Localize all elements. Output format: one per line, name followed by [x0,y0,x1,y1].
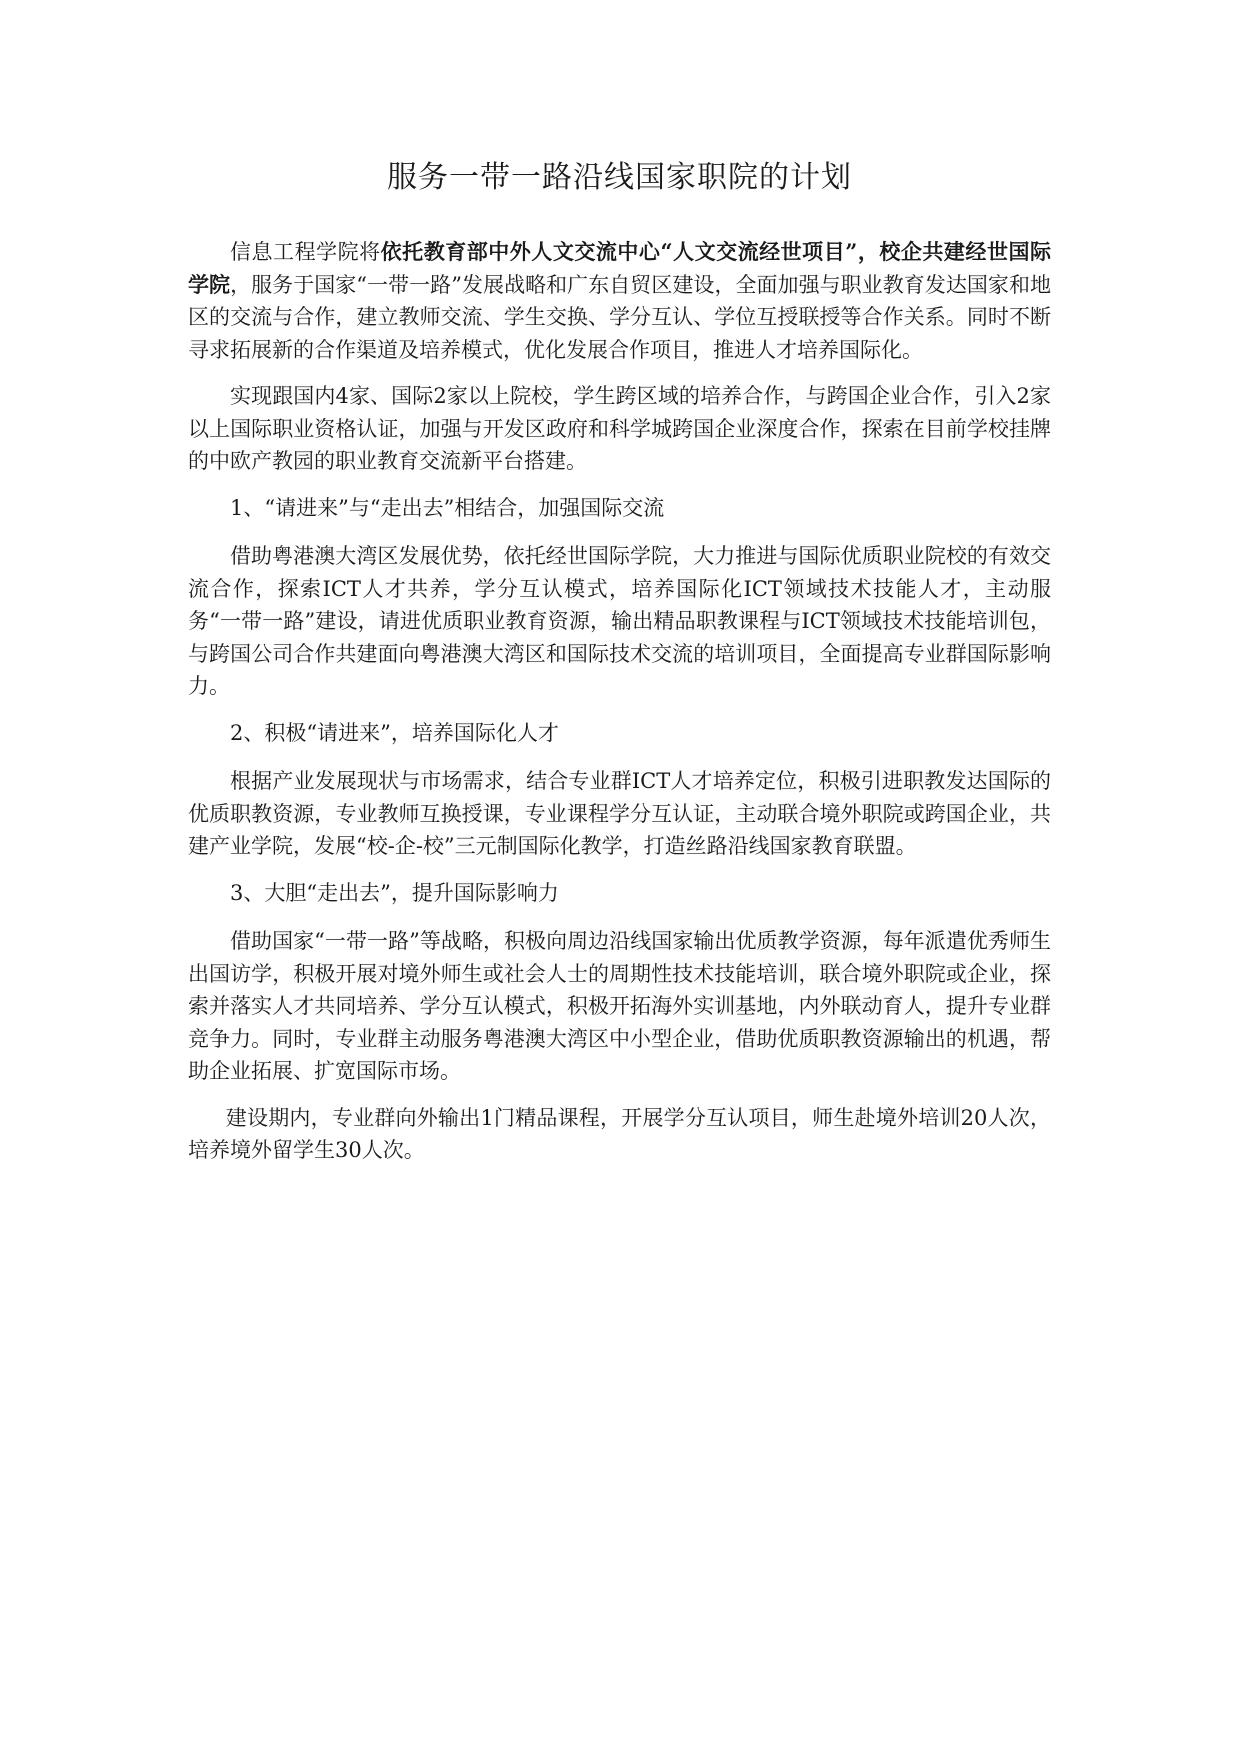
document-title: 服务一带一路沿线国家职院的计划 [387,160,852,195]
intro-rest-text: ，服务于国家“一带一路”发展战略和广东自贸区建设，全面加强与职业教育发达国家和地区的交流与合作，建立教师交流、学生交换、学分互认、学位互授联授等合作关系。同时不断寻求拓展新的合作渠道及培养模式，优化发展合作项目，推进人才培养国际化。 [188,272,1052,362]
section-heading-3: 3、大胆“走出去”，提升国际影响力 [230,880,559,905]
section-heading-2: 2、积极“请进来”，培养国际化人才 [230,720,559,745]
paragraph-goals: 实现跟国内4家、国际2家以上院校，学生跨区域的培养合作，与跨国企业合作，引入2家以上国际职业资格认证，加强与开发区政府和科学城跨国企业深度合作，探索在目前学校挂牌的中欧产教园的职业教育交流新平台搭建。 [188,384,1051,473]
paragraph-summary: 建设期内，专业群向外输出1门精品课程，开展学分互认项目，师生赴境外培训20人次，培养境外留学生30人次。 [188,1105,1051,1162]
section-heading-1: 1、“请进来”与“走出去”相结合，加强国际交流 [230,495,665,520]
document-body [188,158,1051,1181]
paragraph-intro [188,236,1051,366]
intro-bold-text: 依托教育部中外人文交流中心“人文交流经世项目”，校企共建经世国际学院 [188,239,1052,297]
paragraph-section-1: 借助粤港澳大湾区发展优势，依托经世国际学院，大力推进与国际优质职业院校的有效交流合作，探索ICT人才共养，学分互认模式，培养国际化ICT领域技术技能人才，主动服务“一带一路”建设，请进优质职业教育资源，输出精品职教课程与ICT领域技术技能培训包，与跨国公司合作共建面向粤港澳大湾区和国际技术交流的培训项目，全面提高专业群国际影响力。 [188,544,1051,698]
intro-lead-text: 信息工程学院将 [230,240,381,264]
paragraph-section-2: 根据产业发展现状与市场需求，结合专业群ICT人才培养定位，积极引进职教发达国际的优质职教资源，专业教师互换授课，专业课程学分互认证，主动联合境外职院或跨国企业，共建产业学院，发展“校-企-校”三元制国际化教学，打造丝路沿线国家教育联盟。 [188,769,1051,858]
paragraph-section-3: 借助国家“一带一路”等战略，积极向周边沿线国家输出优质教学资源，每年派遣优秀师生出国访学，积极开展对境外师生或社会人士的周期性技术技能培训，联合境外职院或企业，探索并落实人才共同培养、学分互认模式，积极开拓海外实训基地，内外联动育人，提升专业群竞争力。同时，专业群主动服务粤港澳大湾区中小型企业，借助优质职教资源输出的机遇，帮助企业拓展、扩宽国际市场。 [188,929,1051,1083]
